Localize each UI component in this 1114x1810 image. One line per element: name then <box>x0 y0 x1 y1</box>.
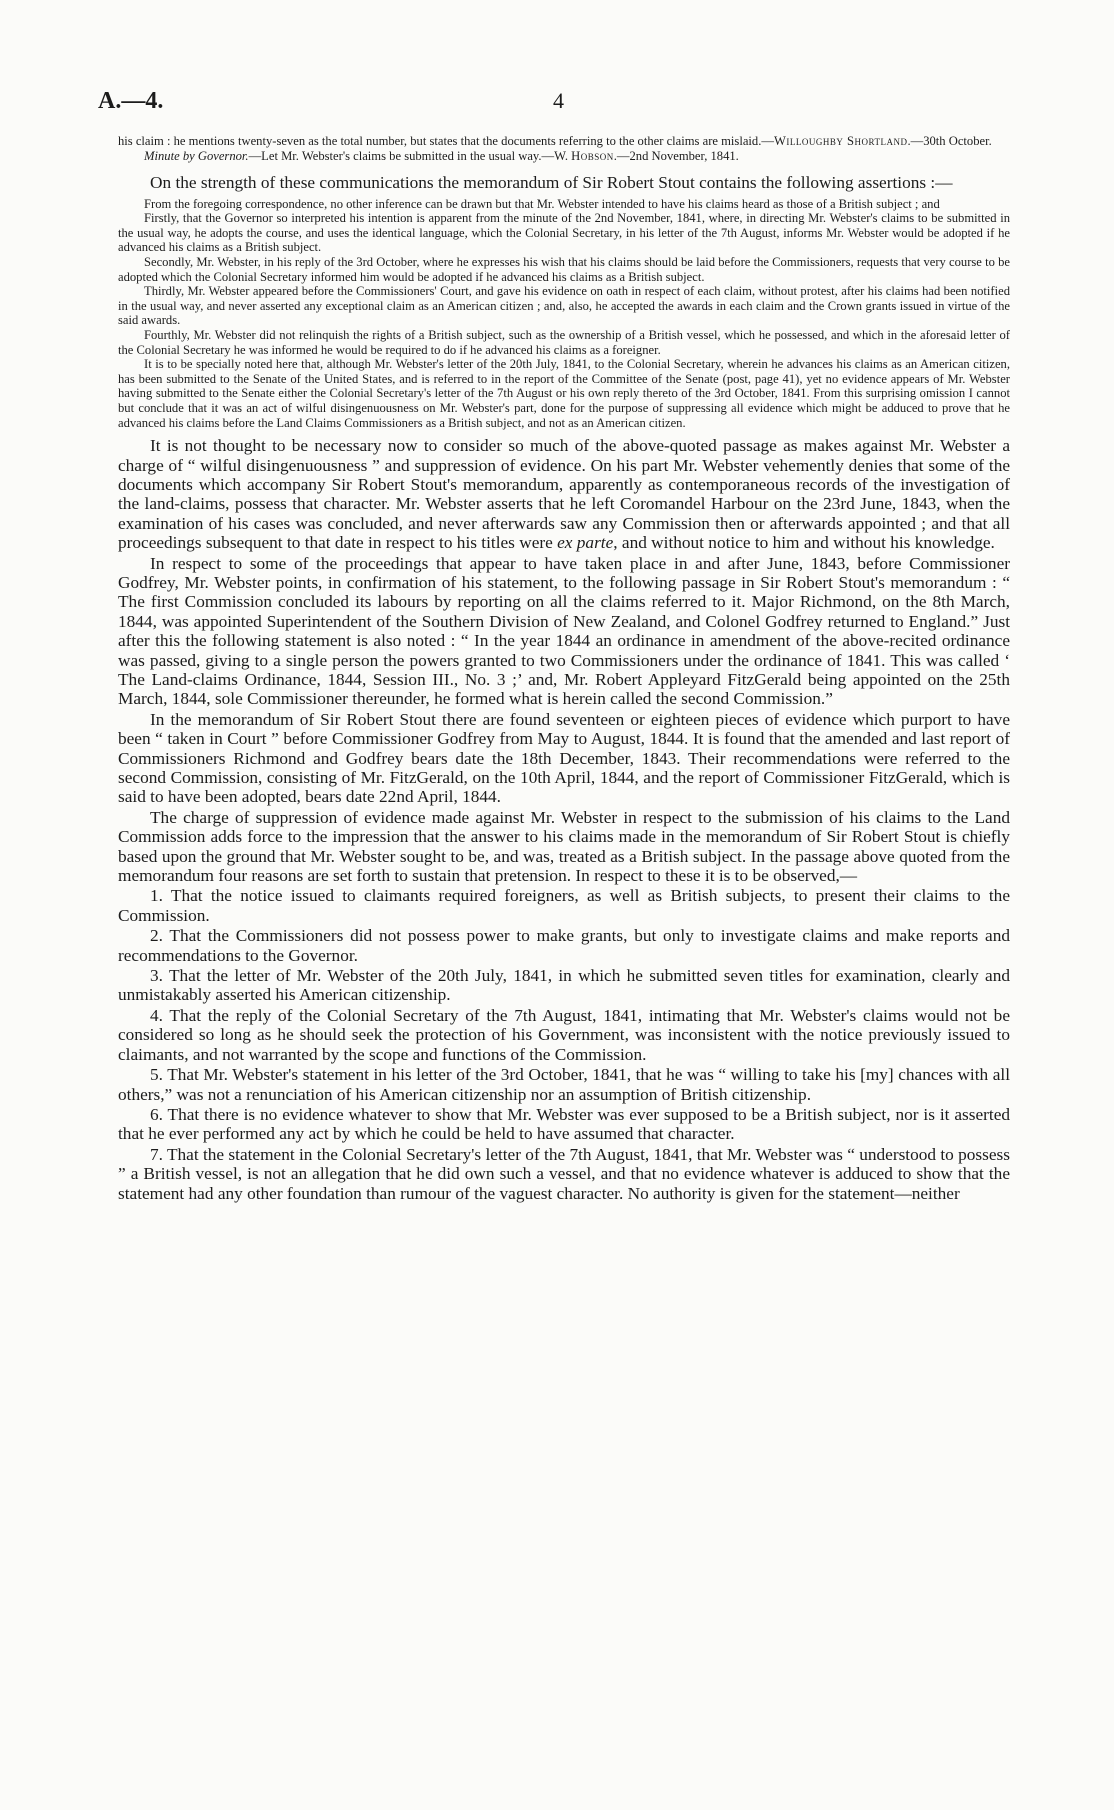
page-header <box>98 88 1006 118</box>
numbered-point: 5. That Mr. Webster's statement in his letter of the 3rd October, 1841, that he was “ willing to take his [my] chances with all others,” was not a renunciation of his American citizenship nor an assumption of British citizenship. <box>118 1065 1010 1104</box>
intro-paragraph: On the strength of these communications the memorandum of Sir Robert Stout contains the following assertions :— <box>150 173 953 193</box>
minute-label: Minute by Governor. <box>144 148 249 163</box>
paragraph-text: It is not thought to be necessary now to consider so much of the above-quoted passage as makes against Mr. Webster a charge of “ wilful disingenuousness ” and suppression of evidence. On his part Mr. Webster vehemently denies that some of the documents which accompany Sir Robert Stout's memorandum, apparently as contemporaneous records of the investigation of the land-claims, possess that character. Mr. Webster asserts that he left Coromandel Harbour on the 23rd June, 1843, when the examination of his cases was concluded, and never afterwards saw any Commission then or afterwards appointed ; and that all proceedings subsequent to that date in respect to his titles were <box>118 436 1010 553</box>
minute-text: —Let Mr. Webster's claims be submitted in the usual way.—W. <box>248 148 572 163</box>
memo-paragraph: Secondly, Mr. Webster, in his reply of the 3rd October, where he expresses his wish that his claims should be laid before the Commissioners, requests that very course to be adopted which the Colonial Secretary informed him would be adopted if he advanced his claims as a British subject. <box>118 254 1010 284</box>
quoted-date: .—30th October. <box>907 134 992 148</box>
numbered-point: 3. That the letter of Mr. Webster of the 20th July, 1841, in which he submitted seven titles for examination, clearly and unmistakably asserted his American citizenship. <box>118 966 1010 1005</box>
numbered-point: 4. That the reply of the Colonial Secretary of the 7th August, 1841, intimating that Mr. Webster's claims would not be considered so long as he should seek the protection of his Government, was inconsistent with the notice previously issued to claimants, and not warranted by the scope and functions of the Commission. <box>118 1005 1010 1064</box>
numbered-point: 2. That the Commissioners did not possess power to make grants, but only to investigate claims and make reports and recommendations to the Governor. <box>118 926 1010 965</box>
minute-date: .—2nd November, 1841. <box>613 148 739 163</box>
page-number: 4 <box>553 88 564 113</box>
numbered-point: 1. That the notice issued to claimants required foreigners, as well as British subjects, to present their claims to the Commission. <box>118 886 1010 925</box>
memo-paragraph: Thirdly, Mr. Webster appeared before the Commissioners' Court, and gave his evidence on oath in respect of each claim, without protest, after his claims had been notified in the usual way, and never asserted any exceptional claim as an American citizen ; and, also, he accepted the awards in each claim and the Crown grants issued in virtue of the said awards. <box>118 284 1010 328</box>
body-paragraph: In the memorandum of Sir Robert Stout there are found seventeen or eighteen pieces of evidence which purport to have been “ taken in Court ” before Commissioner Godfrey from May to August, 1844. It is found that the amended and last report of Commissioners Richmond and Godfrey bears date the 18th December, 1843. Their recommendations were referred to the second Commission, consisting of Mr. FitzGerald, on the 10th April, 1844, and the report of Commissioner FitzGerald, which is said to have been adopted, bears date 22nd April, 1844. <box>118 709 1010 807</box>
signature: Willoughby Shortland <box>773 134 908 148</box>
body-paragraph: In respect to some of the proceedings that appear to have taken place in and after June, 1843, before Commissioner Godfrey, Mr. Webster points, in confirmation of his statement, to the following passage in Sir Robert Stout's memorandum : “ The first Commission concluded its labours by reporting on all the claims referred to it. Major Richmond, on the 8th March, 1844, was appointed Superintendent of the Southern Division of New Zealand, and Colonel Godfrey returned to England.” Just after this the following statement is also noted : “ In the year 1844 an ordinance in amendment of the above-recited ordinance was passed, giving to a single person the powers granted to two Commissioners under the ordinance of 1841. This was called ‘ The Land-claims Ordinance, 1844, Session III., No. 3 ;’ and, Mr. Robert Appleyard FitzGerald being appointed on the 25th March, 1844, sole Commissioner thereunder, he formed what is herein called the second Commission.” <box>118 553 1010 709</box>
latin-term: ex parte <box>557 533 614 553</box>
document-reference: A.—4. <box>98 88 164 114</box>
quoted-letter-end <box>118 134 1010 149</box>
body-paragraph: The charge of suppression of evidence made against Mr. Webster in respect to the submission of his claims to the Land Commission adds force to the impression that the answer to his claims made in the memorandum of Sir Robert Stout is chiefly based upon the ground that Mr. Webster sought to be, and was, treated as a British subject. In the passage above quoted from the memorandum four reasons are set forth to sustain that pretension. In respect to these it is to be observed,— <box>118 807 1010 886</box>
memo-paragraph: From the foregoing correspondence, no other inference can be drawn but that Mr. Webster intended to have his claims heard as those of a British subject ; and <box>144 196 940 211</box>
paragraph-text: , and without notice to him and without his knowledge. <box>613 533 995 553</box>
body-paragraph <box>118 436 1010 552</box>
memo-paragraph: Firstly, that the Governor so interpreted his intention is apparent from the minute of the 2nd November, 1841, where, in directing Mr. Webster's claims to be submitted in the usual way, he adopts the course, and uses the identical language, which the Colonial Secretary, in his letter of the 7th August, informs Mr. Webster would be adopted if he advanced his claims as a British subject. <box>118 211 1010 255</box>
memo-paragraph: Fourthly, Mr. Webster did not relinquish the rights of a British subject, such as the ownership of a British vessel, which he possessed, and which in the aforesaid letter of the Colonial Secretary he was informed he would be required to do if he advanced his claims as a foreigner. <box>118 327 1010 357</box>
memo-paragraph: It is to be specially noted here that, although Mr. Webster's letter of the 20th July, 1841, to the Colonial Secretary, wherein he advances his claims as an American citizen, has been submitted to the Senate of the United States, and is referred to in the report of the Committee of the Senate (post, page 41), yet no evidence appears of Mr. Webster having submitted to the Senate either the Colonial Secretary's letter of the 7th August or his own reply thereto of the 3rd October, 1841. From this surprising omission I cannot but conclude that it was an act of wilful disingenuousness on Mr. Webster's part, done for the purpose of suppressing all evidence which might be adduced to prove that he advanced his claims before the Land Claims Commissioners as a British subject, and not as an American citizen. <box>118 357 1010 430</box>
quoted-text: his claim : he mentions twenty-seven as the total number, but states that the documents referring to the other claims are mislaid.— <box>118 134 774 148</box>
governor-minute <box>118 149 1010 164</box>
numbered-point: 7. That the statement in the Colonial Secretary's letter of the 7th August, 1841, that Mr. Webster was “ understood to possess ” a British vessel, is not an allegation that he did own such a vessel, and that no evidence whatever is adduced to show that the statement had any other foundation than rumour of the vaguest character. No authority is given for the statement—neither <box>118 1144 1010 1203</box>
page-body <box>118 134 1010 1203</box>
signature: Hobson <box>571 148 614 163</box>
numbered-point: 6. That there is no evidence whatever to show that Mr. Webster was ever supposed to be a British subject, nor is it asserted that he ever performed any act by which he could be held to have assumed that character. <box>118 1104 1010 1144</box>
